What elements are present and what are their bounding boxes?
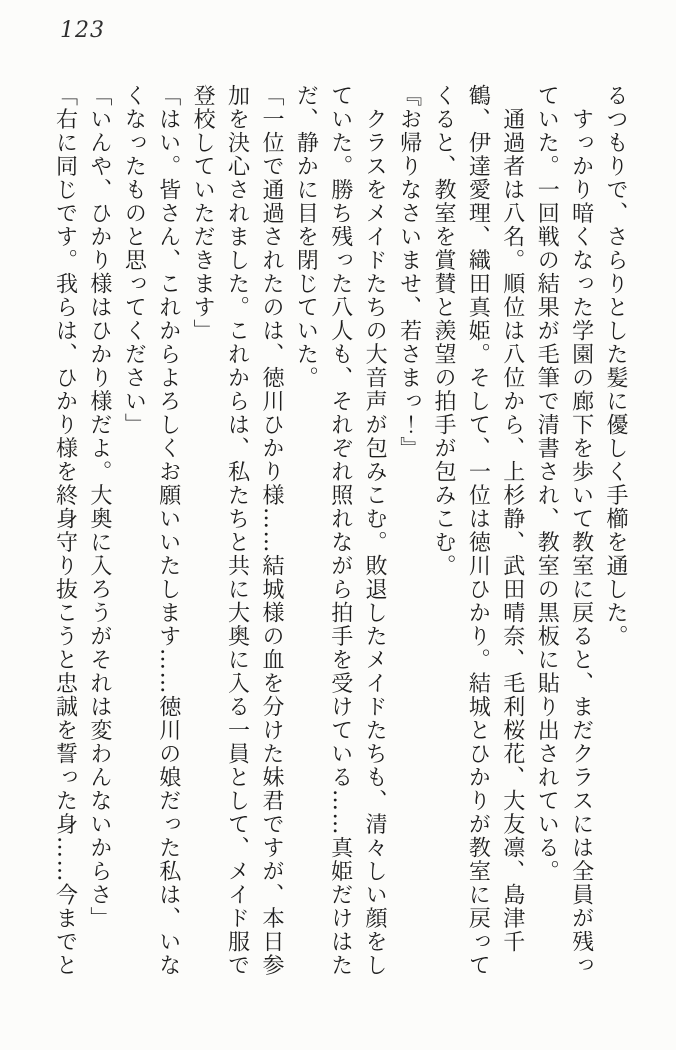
paragraph-narration: 通過者は八名。順位は八位から、上杉静、武田晴奈、毛利桜花、大友凛、島津千鶴、伊達愛理、織田真姫。そして、一位は徳川ひかり。結城とひかりが教室に戻ってくると、教室を賞賛と羨望の拍手が包みこむ。 bbox=[430, 84, 525, 977]
paragraph-continuation: るつもりで、さらりとした髪に優しく手櫛を通した。 bbox=[603, 84, 628, 648]
paragraph-dialogue: 「右に同じです。我らは、ひかり様を終身守り抜こうと忠誠を誓った身……今までと bbox=[52, 84, 78, 977]
paragraph-narration: すっかり暗くなった学園の廊下を歩いて教室に戻ると、まだクラスには全員が残っていた。一回戦の結果が毛筆で清書され、教室の黒板に貼り出されている。 bbox=[534, 84, 594, 977]
paragraph-narration: クラスをメイドたちの大音声が包みこむ。敗退したメイドたちも、清々しい顔をしていた。勝ち残った八人も、それぞれ照れながら拍手を受けている……真姫だけはただ、静かに目を閉じていた。 bbox=[293, 84, 388, 977]
paragraph-dialogue: 『お帰りなさいませ、若さまっ！』 bbox=[396, 84, 422, 460]
paragraph-dialogue: 「いんや、ひかり様はひかり様だよ。大奥に入ろうがそれは変わんないからさ」 bbox=[86, 84, 112, 930]
paragraph-dialogue: 「一位で通過されたのは、徳川ひかり様……結城様の血を分けた妹君ですが、本日参加を決心されました。これからは、私たちと共に大奥に入る一員として、メイド服で登校していただきます」 bbox=[190, 84, 284, 977]
paragraph-dialogue: 「はい。皆さん、これからよろしくお願いいたします……徳川の娘だった私は、いなくなったものと思ってください」 bbox=[121, 84, 181, 977]
page-number: 123 bbox=[60, 18, 105, 43]
body-text bbox=[44, 84, 632, 980]
